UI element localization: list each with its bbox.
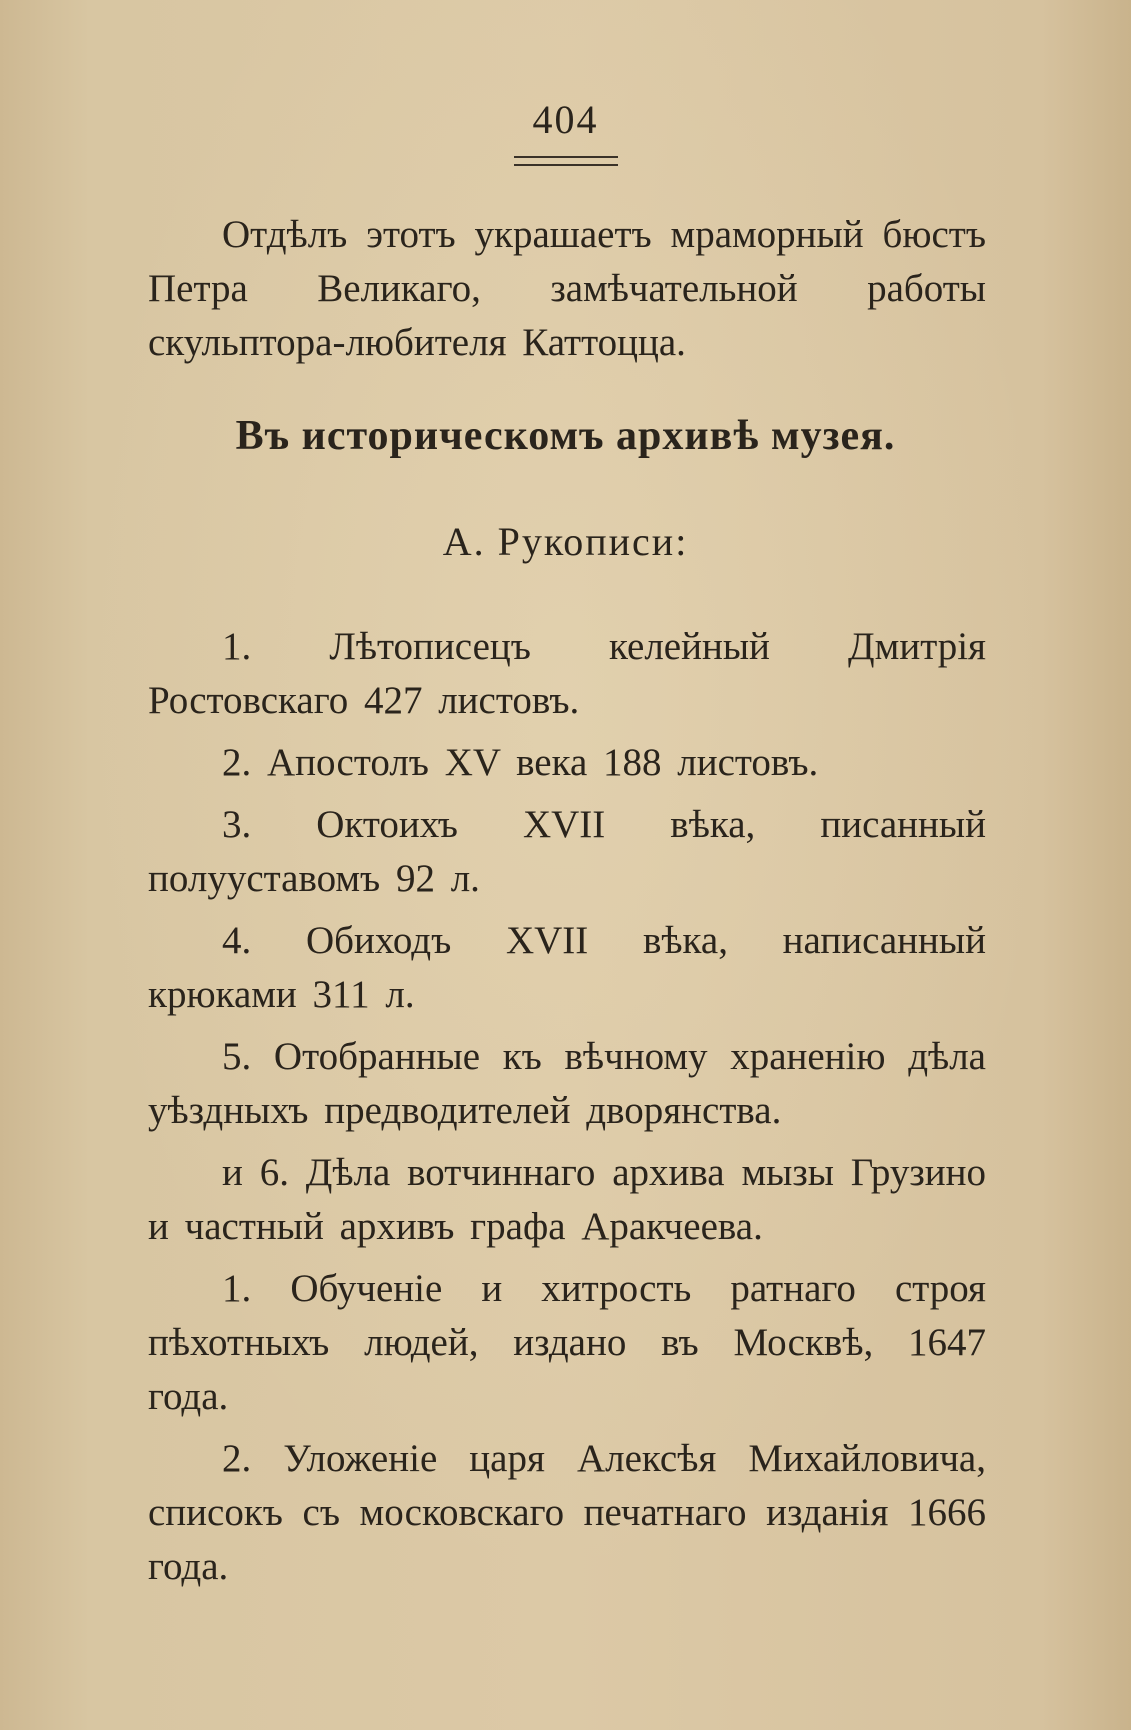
intro-paragraph: Отдѣлъ этотъ украшаетъ мраморный бюстъ Петра Великаго, замѣчательной работы скульптора-любителя Каттоццa. <box>148 213 986 364</box>
subsection-heading: А. Рукописи: <box>442 519 689 564</box>
section-heading: Въ историческомъ архивѣ музея. <box>235 413 896 459</box>
list-item: 2. Уложеніе царя Алексѣя Михайловича, списокъ съ московскаго печатнаго изданія 1666 года. <box>148 1437 986 1588</box>
manuscript-list <box>148 620 986 1602</box>
list-item: и 6. Дѣла вотчиннаго архива мызы Грузино и частный архивъ графа Аракчеева. <box>148 1151 986 1248</box>
list-item: 1. Лѣтописецъ келейный Дмитрія Ростовскаго 427 листовъ. <box>148 625 986 722</box>
page-number: 404 <box>532 97 599 142</box>
list-item: 2. Апостолъ XV века 188 листовъ. <box>222 741 819 784</box>
intro-block <box>148 208 986 370</box>
list-item: 3. Октоихъ XVII вѣка, писанный полууставомъ 92 л. <box>148 803 986 900</box>
page-number-rule <box>514 156 618 166</box>
page-header <box>0 97 1131 166</box>
list-item: 1. Обученіе и хитрость ратнаго строя пѣхотныхъ людей, издано въ Москвѣ, 1647 года. <box>148 1267 986 1418</box>
list-item: 4. Обиходъ XVII вѣка, написанный крюками 311 л. <box>148 919 986 1016</box>
list-item: 5. Отобранные къ вѣчному храненію дѣла уѣздныхъ предводителей дворянства. <box>148 1035 986 1132</box>
